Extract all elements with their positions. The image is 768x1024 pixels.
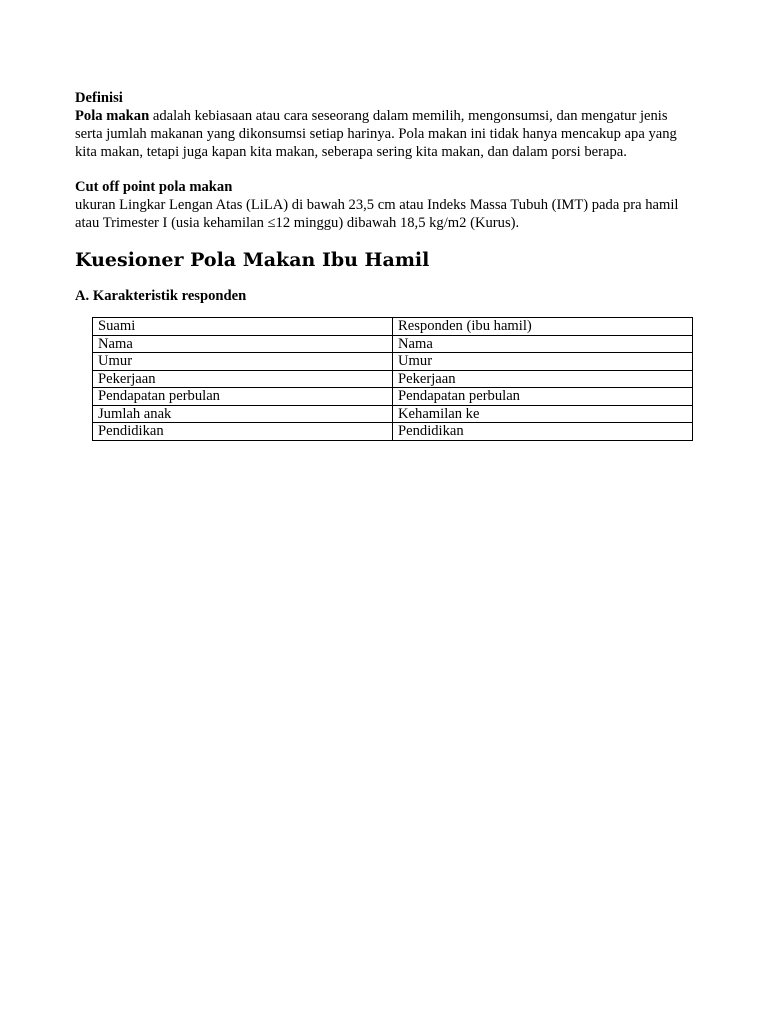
document-page [75, 89, 695, 441]
cutoff-title: Cut off point pola makan [75, 179, 233, 195]
table-row [93, 370, 693, 388]
table-row [93, 318, 693, 336]
table-cell: Suami [93, 318, 393, 336]
table-row [93, 335, 693, 353]
table-row [93, 388, 693, 406]
definition-title: Definisi [75, 90, 123, 106]
table-cell: Pendapatan perbulan [393, 388, 693, 406]
spacer [75, 232, 695, 248]
table-cell: Nama [93, 335, 393, 353]
table-cell: Umur [93, 353, 393, 371]
table-cell: Pekerjaan [393, 370, 693, 388]
table-cell: Nama [393, 335, 693, 353]
definition-text: adalah kebiasaan atau cara seseorang dalam memilih, mengonsumsi, dan mengatur jenis serta jumlah makanan yang dikonsumsi setiap harinya. Pola makan ini tidak hanya mencakup apa yang kita makan, tetapi juga kapan kita makan, seberapa sering kita makan, dan dalam porsi berapa. [75, 108, 677, 160]
questionnaire-title: Kuesioner Pola Makan Ibu Hamil [75, 249, 430, 271]
table-row [93, 353, 693, 371]
table-cell: Jumlah anak [93, 405, 393, 423]
section-a-title: A. Karakteristik responden [75, 288, 247, 304]
table-row [93, 423, 693, 441]
table-cell: Pekerjaan [93, 370, 393, 388]
table-cell: Responden (ibu hamil) [393, 318, 693, 336]
table-cell: Pendidikan [393, 423, 693, 441]
respondent-table [92, 317, 693, 441]
table-cell: Pendapatan perbulan [93, 388, 393, 406]
table-cell: Umur [393, 353, 693, 371]
spacer [75, 161, 695, 178]
definition-term: Pola makan [75, 108, 150, 124]
spacer [75, 272, 695, 287]
cutoff-text: ukuran Lingkar Lengan Atas (LiLA) di bawah 23,5 cm atau Indeks Massa Tubuh (IMT) pada pra hamil atau Trimester I (usia kehamilan ≤12 minggu) dibawah 18,5 kg/m2 (Kurus). [75, 197, 679, 231]
table-cell: Kehamilan ke [393, 405, 693, 423]
spacer [75, 305, 695, 317]
table-row [93, 405, 693, 423]
definition-paragraph [75, 107, 695, 161]
table-cell: Pendidikan [93, 423, 393, 441]
